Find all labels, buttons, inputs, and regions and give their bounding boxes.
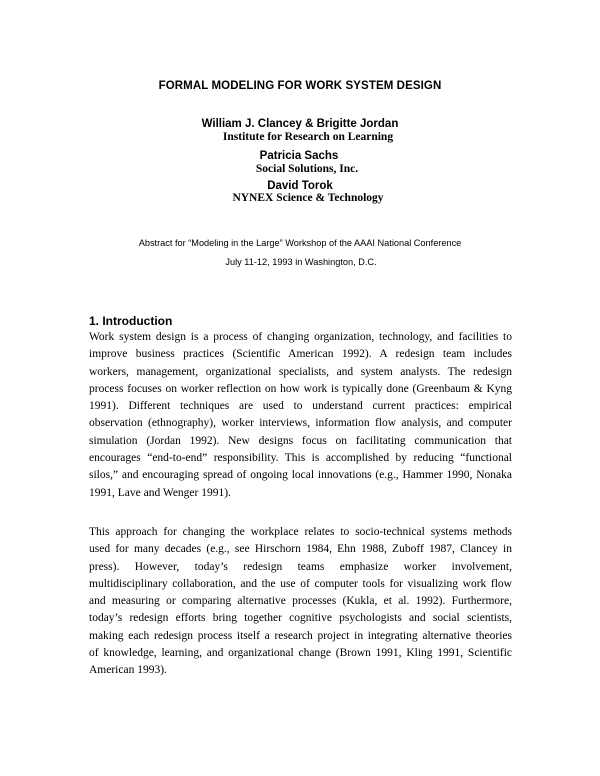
- paragraph-2-line: and measuring or comparing alternative processes (Kukla, et al. 1992). Furthermore,: [89, 595, 512, 608]
- author-3-name: David Torok: [267, 180, 333, 192]
- author-2-name: Patricia Sachs: [259, 150, 339, 162]
- author-2-affiliation: Social Solutions, Inc.: [255, 163, 359, 175]
- paragraph-2-line: multidisciplinary collaboration, and the use of computer tools for visualizing work flow: [89, 577, 512, 590]
- paragraph-1-line: process focuses on worker reflection on how work is typically done (Greenbaum & Kyng: [89, 382, 512, 395]
- paragraph-2-line: press). However, today’s redesign teams emphasize worker involvement,: [89, 560, 512, 573]
- paragraph-1-line: observation (ethnography), worker interviews, information flow analysis, and computer: [89, 417, 512, 430]
- paragraph-2: [89, 524, 512, 680]
- paragraph-1-line: workers, management, organizational specialists, and system analysts. The redesign: [89, 365, 512, 378]
- paper-title: FORMAL MODELING FOR WORK SYSTEM DESIGN: [158, 80, 442, 92]
- paragraph-1: [89, 329, 512, 502]
- paragraph-1-line: silos,” and encouraging spread of ongoing local innovations (e.g., Hammer 1990, Nonaka: [89, 469, 512, 482]
- paragraph-2-line: today’s redesign efforts bring together cognitive psychologists and social scientists,: [89, 612, 512, 625]
- paragraph-1-line: simulation (Jordan 1992). New designs focus on facilitating communication that: [89, 434, 512, 447]
- paragraph-1-line: encourages “end-to-end” responsibility. This is accomplished by reducing “functional: [89, 452, 512, 465]
- paragraph-2-line: This approach for changing the workplace relates to socio-technical systems methods: [89, 526, 512, 538]
- section-heading: 1. Introduction: [89, 314, 173, 328]
- paragraph-2-line: of knowledge, learning, and organizational change (Brown 1991, Kling 1991, Scientific: [89, 647, 512, 660]
- paragraph-2-line: American 1993).: [89, 664, 167, 677]
- paragraph-1-line: 1991, Lave and Wenger 1991).: [89, 486, 231, 499]
- paragraph-1-line: Work system design is a process of changing organization, technology, and facilities to: [89, 331, 512, 343]
- paragraph-2-line: making each redesign process itself a research project in integrating alternative theories: [89, 629, 512, 642]
- venue-line-1: Abstract for “Modeling in the Large” Workshop of the AAAI National Conference: [138, 238, 462, 248]
- author-1-name: William J. Clancey & Brigitte Jordan: [201, 118, 399, 130]
- author-1-affiliation: Institute for Research on Learning: [222, 131, 394, 143]
- venue-line-2: July 11-12, 1993 in Washington, D.C.: [225, 257, 377, 267]
- author-3-affiliation: NYNEX Science & Technology: [232, 192, 384, 204]
- paragraph-1-line: 1991). Different techniques are used to understand current practices: empirical: [89, 400, 512, 413]
- paragraph-1-line: improve business practices (Scientific American 1992). A redesign team includes: [89, 348, 512, 361]
- paragraph-2-line: used for many decades (e.g., see Hirschorn 1984, Ehn 1988, Zuboff 1987, Clancey in: [89, 543, 512, 556]
